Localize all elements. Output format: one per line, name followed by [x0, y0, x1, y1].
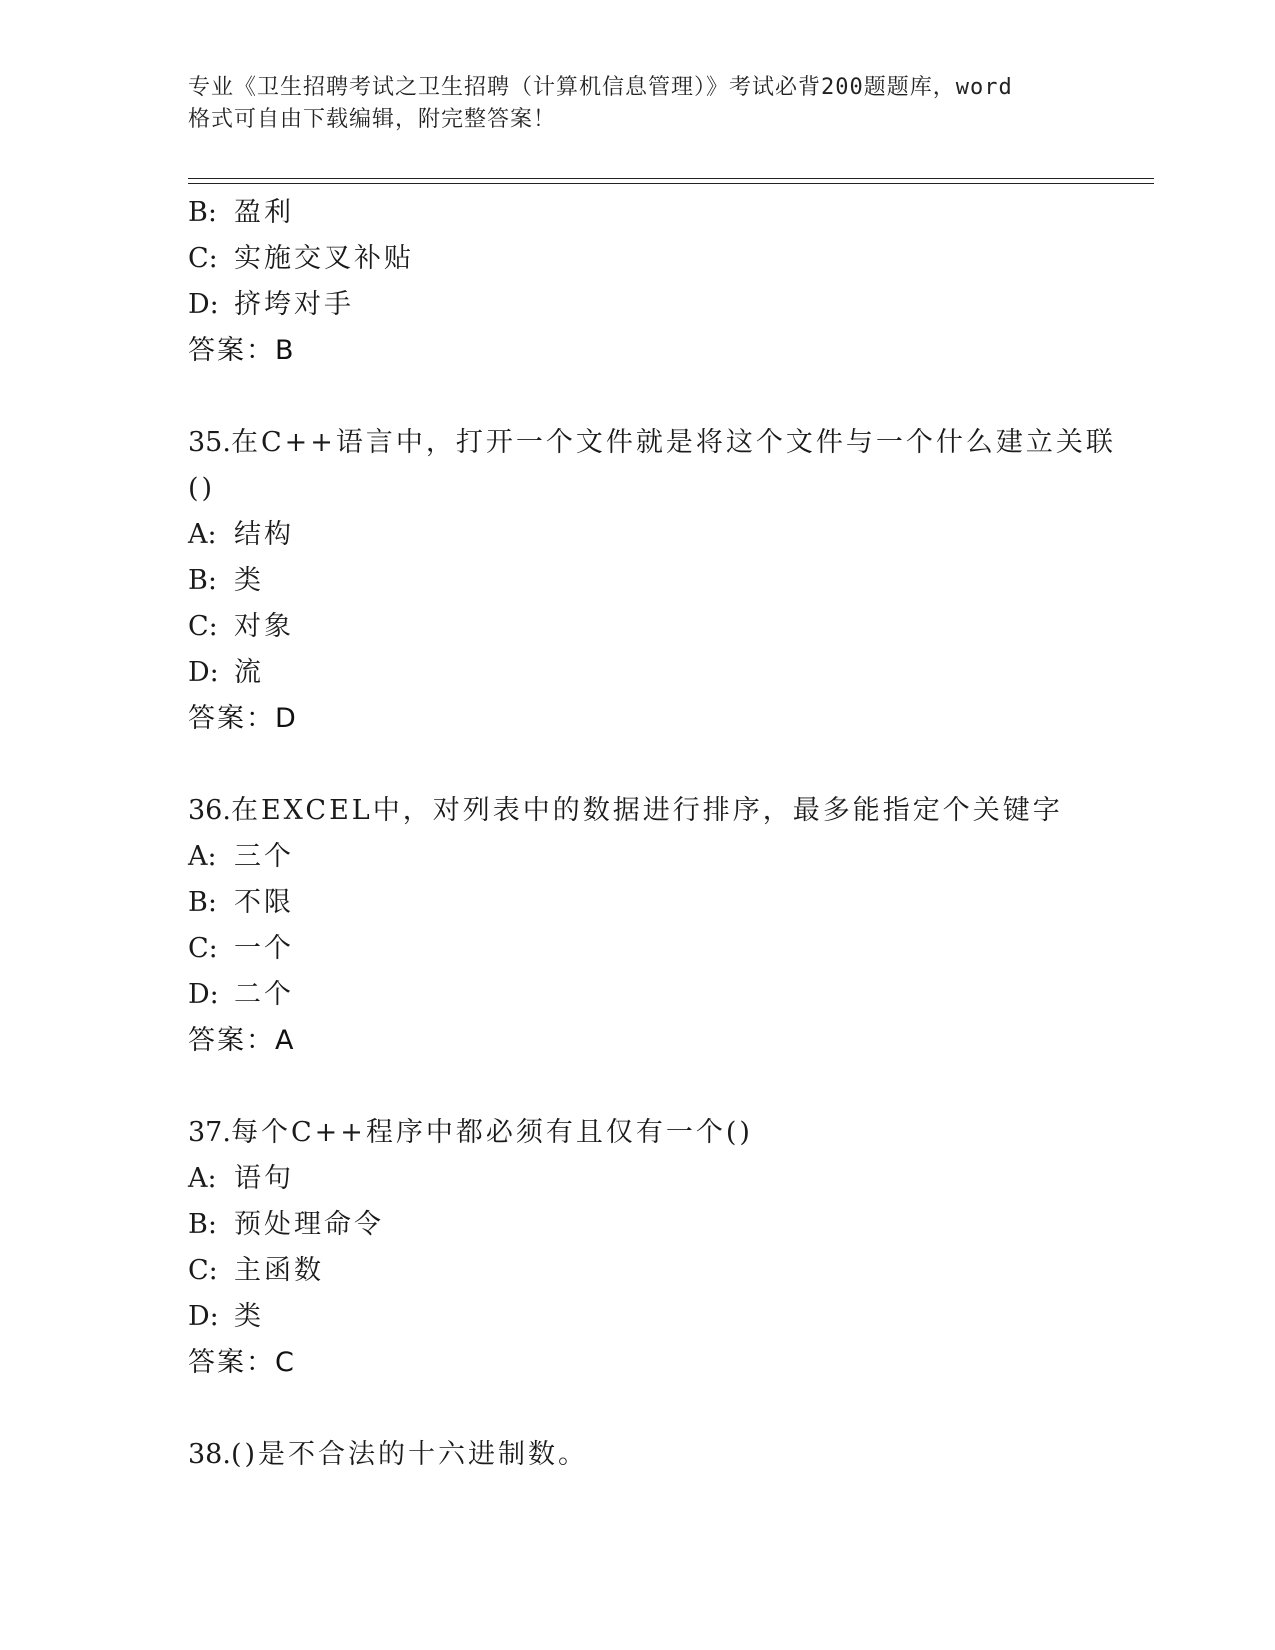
- header-title-line-1: 专业《卫生招聘考试之卫生招聘（计算机信息管理）》考试必背200题题库，word: [188, 75, 1013, 100]
- spacer: [188, 374, 1108, 420]
- answer-label: 答案：: [188, 703, 275, 734]
- option-b: [188, 880, 1108, 926]
- option-text: 结构: [234, 519, 294, 550]
- option-a: [188, 1156, 1108, 1202]
- answer-label: 答案：: [188, 1025, 275, 1056]
- option-text: 主函数: [234, 1255, 324, 1286]
- option-letter: C:: [188, 1255, 218, 1286]
- option-text: 类: [234, 565, 264, 596]
- option-letter: D:: [188, 979, 219, 1010]
- option-letter: D:: [188, 657, 219, 688]
- answer-line: [188, 1018, 1108, 1064]
- option-letter: C:: [188, 243, 218, 274]
- option-text: 流: [234, 657, 264, 688]
- document-header: [188, 72, 1088, 136]
- answer-line: [188, 696, 1108, 742]
- option-a: [188, 512, 1108, 558]
- question-38-text: [188, 1432, 1108, 1478]
- option-letter: D:: [188, 289, 219, 320]
- spacer: [188, 1064, 1108, 1110]
- option-a: [188, 834, 1108, 880]
- answer-value: D: [275, 703, 297, 734]
- option-text: 实施交叉补贴: [234, 243, 414, 274]
- option-text: 一个: [234, 933, 294, 964]
- option-letter: A:: [188, 841, 217, 872]
- option-letter: C:: [188, 611, 218, 642]
- header-title-line-2: 格式可自由下载编辑，附完整答案！: [188, 107, 557, 132]
- header-divider-top: [188, 178, 1154, 179]
- option-text: 预处理命令: [234, 1209, 384, 1240]
- answer-value: B: [275, 335, 295, 366]
- question-text-continued: (): [188, 473, 216, 504]
- option-d: [188, 282, 1108, 328]
- option-text: 对象: [234, 611, 294, 642]
- question-37-text: [188, 1110, 1108, 1156]
- question-36-text: [188, 788, 1108, 834]
- option-text: 三个: [234, 841, 294, 872]
- option-d: [188, 650, 1108, 696]
- option-text: 挤垮对手: [234, 289, 354, 320]
- answer-value: A: [275, 1025, 295, 1056]
- question-text: 每个C++程序中都必须有且仅有一个(): [230, 1117, 753, 1148]
- question-number: 35.: [188, 427, 231, 458]
- answer-value: C: [275, 1347, 295, 1378]
- option-d: [188, 1294, 1108, 1340]
- question-list: [188, 190, 1116, 1478]
- question-35-text-continued: [188, 466, 1108, 512]
- option-text: 类: [234, 1301, 264, 1332]
- question-text: ()是不合法的十六进制数。: [230, 1439, 589, 1470]
- question-text: 在C++语言中，打开一个文件就是将这个文件与一个什么建立关联: [230, 427, 1116, 458]
- option-c: [188, 926, 1108, 972]
- option-d: [188, 972, 1108, 1018]
- option-letter: B:: [188, 565, 217, 596]
- option-b: [188, 190, 1108, 236]
- option-b: [188, 1202, 1108, 1248]
- option-letter: B:: [188, 197, 217, 228]
- option-c: [188, 236, 1108, 282]
- spacer: [188, 742, 1108, 788]
- answer-label: 答案：: [188, 335, 275, 366]
- option-letter: A:: [188, 519, 217, 550]
- option-c: [188, 604, 1108, 650]
- option-b: [188, 558, 1108, 604]
- answer-line: [188, 1340, 1108, 1386]
- option-letter: C:: [188, 933, 218, 964]
- question-35-text: [188, 420, 1116, 466]
- option-text: 二个: [234, 979, 294, 1010]
- option-c: [188, 1248, 1108, 1294]
- option-letter: B:: [188, 1209, 217, 1240]
- answer-line: [188, 328, 1108, 374]
- question-text: 在EXCEL中，对列表中的数据进行排序，最多能指定个关键字: [230, 795, 1063, 826]
- header-divider-bottom: [188, 183, 1154, 184]
- question-number: 38.: [188, 1439, 231, 1470]
- option-text: 语句: [234, 1163, 294, 1194]
- answer-label: 答案：: [188, 1347, 275, 1378]
- option-letter: D:: [188, 1301, 219, 1332]
- option-letter: B:: [188, 887, 217, 918]
- question-number: 37.: [188, 1117, 231, 1148]
- option-text: 盈利: [234, 197, 294, 228]
- option-letter: A:: [188, 1163, 217, 1194]
- option-text: 不限: [234, 887, 294, 918]
- question-number: 36.: [188, 795, 231, 826]
- spacer: [188, 1386, 1108, 1432]
